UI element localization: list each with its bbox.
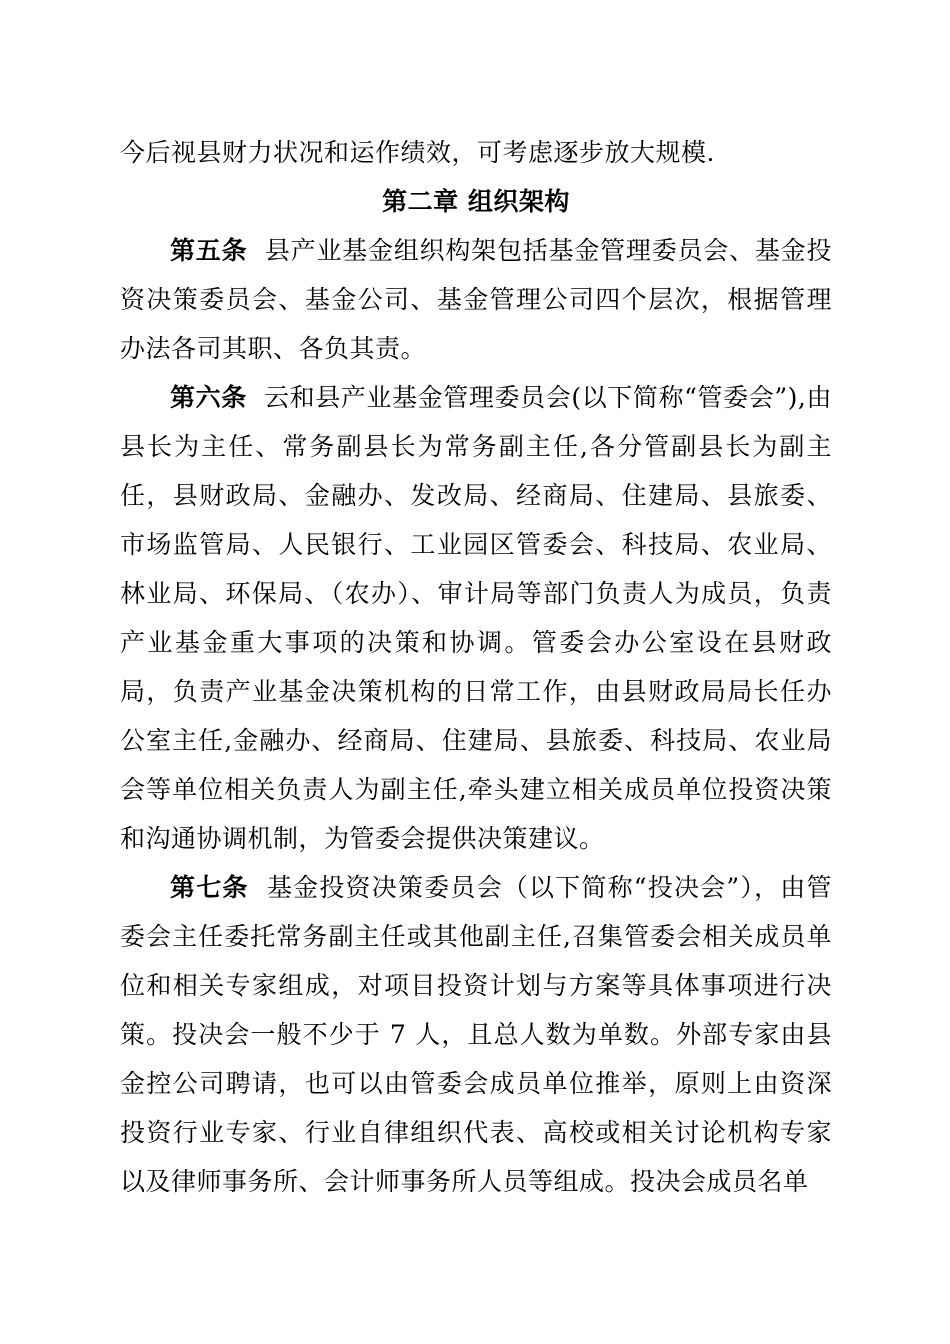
article-6-text: 云和县产业基金管理委员会(以下简称“管委会”),由县长为主任、常务副县长为常务副主任,各分管副县长为副主任，县财政局、金融办、发改局、经商局、住建局、县旅委、市场监管局、人民银行、工业园区管委会、科技局、农业局、林业局、环保局、（农办）、审计局等部门负责人为成员，负责产业基金重大事项的决策和协调。管委会办公室设在县财政局，负责产业基金决策机构的日常工作，由县财政局局长任办公室主任,金融办、经商局、住建局、县旅委、科技局、农业局会等单位相关负责人为副主任,牵头建立相关成员单位投资决策和沟通协调机制，为管委会提供决策建议。 <box>120 383 832 853</box>
article-7-label: 第七条 <box>170 873 249 902</box>
article-7-paragraph <box>120 863 832 1206</box>
article-5-label: 第五条 <box>170 236 248 265</box>
article-6-paragraph <box>120 373 832 863</box>
chapter-title: 第二章 组织架构 <box>382 187 570 216</box>
article-7-text: 基金投资决策委员会（以下简称“投决会”），由管委会主任委托常务副主任或其他副主任,召集管委会相关成员单位和相关专家组成，对项目投资计划与方案等具体事项进行决策。投决会一般不少于 7 人，且总人数为单数。外部专家由县金控公司聘请，也可以由管委会成员单位推举，原则上由资深投资行业专家、行业自律组织代表、高校或相关讨论机构专家以及律师事务所、会计师事务所人员等组成。投决会成员名单 <box>120 873 832 1196</box>
continuation-paragraph: 今后视县财力状况和运作绩效，可考虑逐步放大规模. <box>120 138 715 167</box>
article-6-label: 第六条 <box>170 383 247 412</box>
article-5-paragraph <box>120 226 832 373</box>
article-5-text: 县产业基金组织构架包括基金管理委员会、基金投资决策委员会、基金公司、基金管理公司四个层次，根据管理办法各司其职、各负其责。 <box>120 236 832 363</box>
document-body <box>120 128 832 1206</box>
